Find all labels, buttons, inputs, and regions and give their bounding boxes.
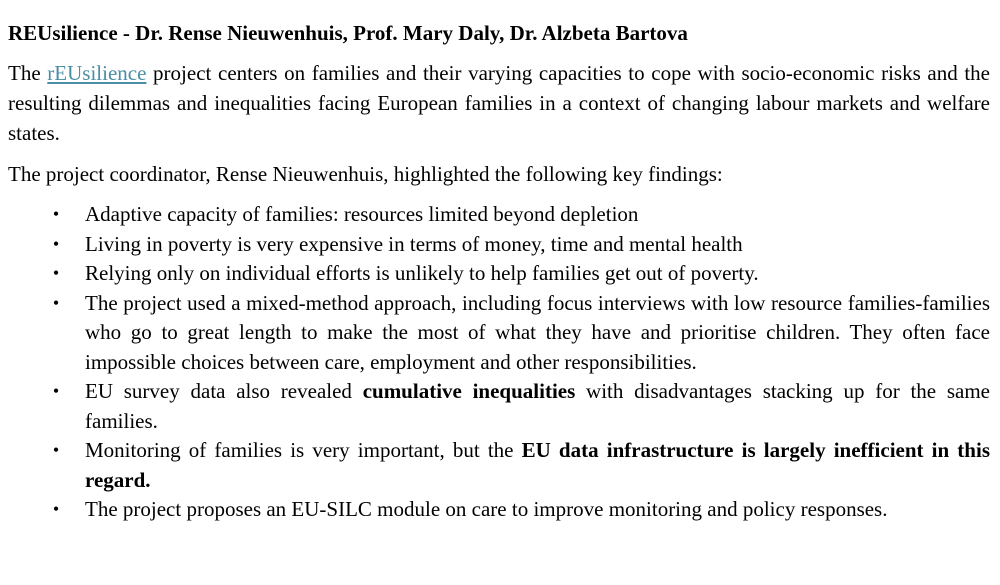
intro-suffix: project centers on families and their varying capacities to cope with socio-economic risks and the resulting dilemmas and inequalities facing European families in a context of changing labour markets and welfare states. bbox=[8, 61, 990, 145]
coordinator-paragraph: The project coordinator, Rense Nieuwenhuis, highlighted the following key findings: bbox=[8, 162, 723, 186]
finding-text: The project proposes an EU-SILC module on care to improve monitoring and policy responses. bbox=[85, 497, 888, 521]
list-item bbox=[8, 230, 990, 260]
finding-text: Adaptive capacity of families: resources limited beyond depletion bbox=[85, 202, 639, 226]
document-title: REUsilience - Dr. Rense Nieuwenhuis, Prof. Mary Daly, Dr. Alzbeta Bartova bbox=[8, 21, 688, 45]
list-item bbox=[8, 495, 990, 525]
bullet-icon: • bbox=[52, 204, 60, 224]
bullet-icon: • bbox=[52, 381, 60, 401]
finding-emphasis: EU data infrastructure is largely inefficient in this regard. bbox=[85, 438, 990, 492]
list-item bbox=[8, 259, 990, 289]
finding-text: Living in poverty is very expensive in terms of money, time and mental health bbox=[85, 231, 743, 256]
reusilience-link[interactable]: rEUsilience bbox=[47, 61, 147, 85]
finding-text-post: with disadvantages stacking up for the same families. bbox=[85, 379, 991, 433]
list-item bbox=[8, 289, 990, 378]
bullet-icon: • bbox=[52, 233, 60, 254]
finding-text-pre: Monitoring of families is very important, but the bbox=[85, 438, 522, 462]
bullet-icon: • bbox=[52, 440, 60, 460]
bullet-icon: • bbox=[52, 499, 60, 519]
list-item bbox=[8, 377, 990, 436]
bullet-icon: • bbox=[52, 263, 60, 283]
list-item bbox=[8, 200, 990, 230]
list-item bbox=[8, 436, 990, 495]
bullet-icon: • bbox=[52, 292, 60, 313]
finding-text-pre: EU survey data also revealed bbox=[85, 379, 363, 403]
finding-text: Relying only on individual efforts is unlikely to help families get out of poverty. bbox=[85, 261, 759, 285]
intro-paragraph bbox=[8, 58, 990, 148]
findings-list bbox=[8, 200, 990, 525]
finding-emphasis: cumulative inequalities bbox=[362, 379, 576, 403]
intro-prefix: The bbox=[8, 61, 48, 85]
finding-text: The project used a mixed-method approach, including focus interviews with low resource families-families who go to great length to make the most of what they have and prioritise children. They often face impossible choices between care, employment and other responsibilities. bbox=[85, 290, 990, 374]
